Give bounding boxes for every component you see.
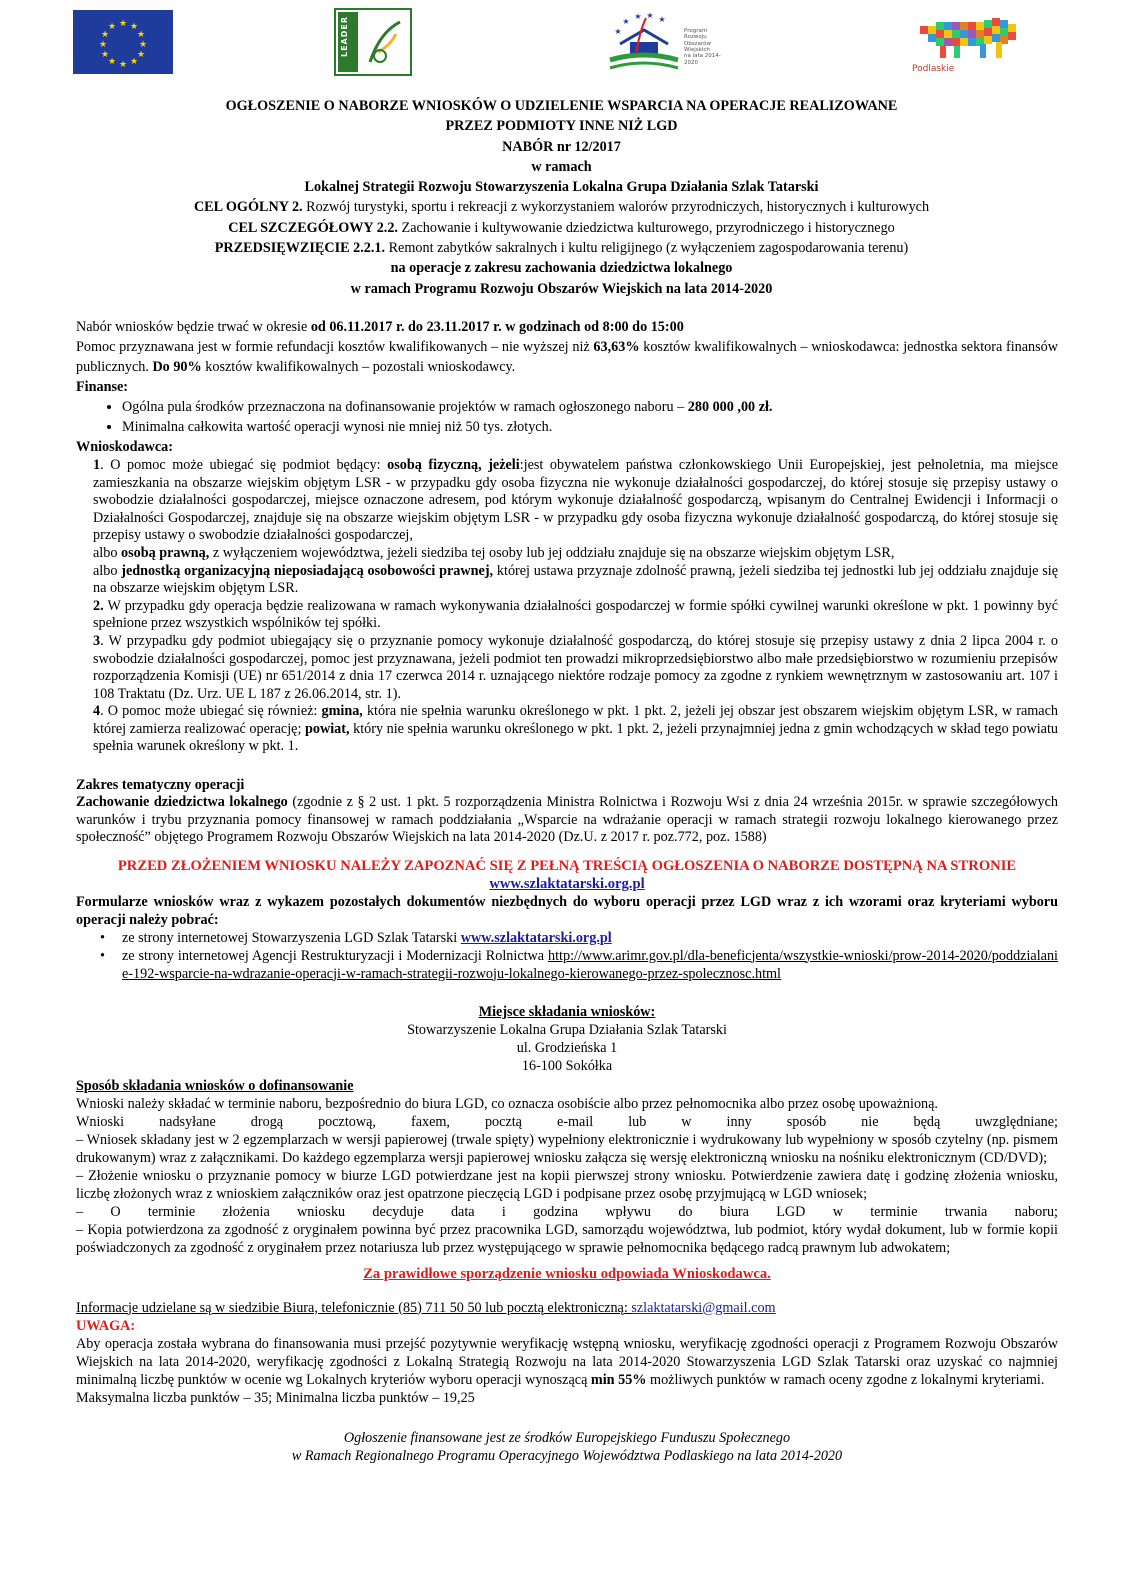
notice-banner: PRZED ZŁOŻENIEM WNIOSKU NALEŻY ZAPOZNAĆ SIĘ Z PEŁNĄ TREŚCIĄ OGŁOSZENIA O NABORZE DOSTĘPNĄ NA STRONIE www.szlaktatarski.org.pl [117, 857, 1017, 892]
miejsce-line-3: 16-100 Sokółka [521, 1057, 613, 1074]
svg-text:★: ★ [622, 17, 630, 26]
list-item: • Minimalna całkowita wartość operacji wynosi nie mniej niż 50 tys. złotych. [122, 417, 1058, 437]
list-item: • ze strony internetowej Stowarzyszenia LGD Szlak Tatarski www.szlaktatarski.org.pl [100, 929, 612, 946]
cel-szczegolowy: CEL SZCZEGÓŁOWY 2.2. Zachowanie i kultywowanie dziedzictwa kulturowego, przyrodniczego i historycznego [228, 219, 895, 236]
eu-flag-icon [73, 10, 173, 74]
miejsce-line-2: ul. Grodzieńska 1 [516, 1039, 618, 1056]
svg-text:★: ★ [100, 50, 110, 60]
wnioskodawca-heading: Wnioskodawca: [76, 438, 173, 455]
announcement-header [0, 96, 1123, 299]
email-link[interactable]: szlaktatarski@gmail.com [631, 1299, 776, 1316]
formularze-heading: Formularze wniosków wraz z wykazem pozostałych dokumentów niezbędnych do wyboru operacji przez LGD wraz z ich wzorami oraz kryteriami wyboru operacji należy pobrać: [76, 893, 1058, 928]
wnioskodawca-point-2: 2. W przypadku gdy operacja będzie realizowana w ramach wykonywania działalności gospodarczej w formie spółki cywilnej warunki określone w pkt. 1 powinny być spełnione przez wszystkich wspólników tej spółki. [93, 597, 1058, 632]
svg-text:★: ★ [107, 22, 117, 32]
svg-text:★: ★ [107, 57, 117, 67]
miejsce-line-1: Stowarzyszenie Lokalna Grupa Działania Szlak Tatarski [407, 1021, 727, 1038]
uwaga-heading: UWAGA: [76, 1317, 136, 1334]
nabor-period: Nabór wniosków będzie trwać w okresie od 06.11.2017 r. do 23.11.2017 r. w godzinach od 8:00 do 15:00 [76, 318, 684, 335]
program-line: w ramach Programu Rozwoju Obszarów Wiejskich na lata 2014-2020 [350, 280, 773, 297]
arimr-link[interactable]: http://www.arimr.gov.pl/dla-beneficjenta/wszystkie-wnioski/prow-2014-2020/poddzialanie-192-wsparcie-na-wdrazanie-operacji-w-ramach-strategii-rozwoju-lokalnego-kierowanego-przez-spolecznosc.html [122, 947, 1058, 982]
miejsce-block [76, 1003, 1058, 1075]
wnioskodawca-point-1: 1. O pomoc może ubiegać się podmiot będący: osobą fizyczną, jeżeli:jest obywatelem państwa członkowskiego Unii Europejskiej, jest pełnoletnia, ma miejsce zamieszkania na obszarze wiejskim objętym LSR - w przypadku gdy osoba fizyczna nie wykonuje działalności gospodarczej, do której stosuje się przepisy ustawy o swobodzie działalności gospodarczej, miejsce oznaczone adresem, pod którym wykonuje działalność gospodarczą, wpisanym do Centralnej Ewidencji i Informacji o Działalności Gospodarczej, znajduje się na obszarze wiejskim objętym LSR - w przypadku gdy osoba fizyczna wykonuje działalność gospodarczą, do której stosuje się przepisy ustawy o swobodzie działalności gospodarczej, [93, 456, 1059, 544]
wnioskodawca-point-3: 3. W przypadku gdy podmiot ubiegający się o przyznanie pomocy wykonuje działalność gospodarczą, do której stosuje się przepisy ustawy z dnia 2 lipca 2004 r. o swobodzie działalności gospodarczej, pomoc jest przyznawana, jeżeli podmiot ten prowadzi mikroprzedsiębiorstwo albo małe przedsiębiorstwo w rozumieniu przepisów rozporządzenia Komisji (UE) nr 651/2014 z dnia 17 czerwca 2014 r. uznającego niektóre rodzaje pomocy za zgodne z rynkiem wewnętrznym w zastosowaniu art. 107 i 108 Traktatu (Dz. Urz. UE L 187 z 26.06.2014, str. 1). [93, 632, 1058, 702]
podlaskie-logo [910, 16, 1026, 76]
bullet-icon: • [100, 947, 105, 964]
sposob-p5: – O terminie złożenia wniosku decyduje data i godzina wpływu do biura LGD w terminie trwania naboru; [76, 1203, 1058, 1220]
finanse-list [76, 397, 1058, 437]
przedsiewziecie: PRZEDSIĘWZIĘCIE 2.2.1. Remont zabytków sakralnych i kultu religijnego (z wyłączeniem zagospodarowania terenu) [214, 240, 909, 257]
sposob-p4: – Złożenie wniosku o przyznanie pomocy w biurze LGD potwierdzane jest na kopii pierwszej strony wniosku. Potwierdzenie zawiera datę i godzinę złożenia wniosku, liczbę złożonych wraz z wnioskiem załączników oraz jest opatrzone pieczęcią LGD i podpisane przez osobę przyjmującą w LGD wniosek; [76, 1167, 1058, 1202]
list-item: • ze strony internetowej Agencji Restrukturyzacji i Modernizacji Rolnictwa http://www.arimr.gov.pl/dla-beneficjenta/wszystkie-wnioski/prow-2014-2020/poddzialanie-192-wsparcie-na-wdrazanie-operacji-w-ramach-strategii-rozwoju-lokalnego-kierowanego-przez-spolecznosc.html [100, 947, 1058, 982]
footer-line-2: w Ramach Regionalnego Programu Operacyjnego Województwa Podlaskiego na lata 2014-2020 [291, 1447, 843, 1464]
prow-logo [606, 10, 734, 74]
svg-text:★: ★ [118, 19, 128, 29]
svg-text:★: ★ [100, 30, 110, 40]
sposob-heading: Sposób składania wniosków o dofinansowanie [76, 1077, 354, 1094]
zakres-body: Zachowanie dziedzictwa lokalnego (zgodnie z § 2 ust. 1 pkt. 5 rozporządzenia Ministra Rolnictwa i Rozwoju Wsi z dnia 24 września 2015r. w sprawie szczegółowych warunków i trybu przyznania pomocy finansowej w ramach poddziałania „Wsparcie na wdrażanie operacji w ramach strategii rozwoju lokalnego kierowanego przez społeczność” objętego Programem Rozwoju Obszarów Wiejskich na lata 2014-2020 (Dz.U. z 2017 r. poz.772, poz. 1588) [76, 794, 1058, 846]
svg-text:★: ★ [138, 40, 148, 50]
punkty-info: Maksymalna liczba punktów – 35; Minimalna liczba punktów – 19,25 [76, 1389, 475, 1406]
title-line-3: NABÓR nr 12/2017 [502, 138, 621, 155]
notice-link[interactable]: www.szlaktatarski.org.pl [489, 875, 645, 892]
footer-line-1: Ogłoszenie finansowane jest ze środków Europejskiego Funduszu Społecznego [343, 1429, 791, 1446]
title-line-4: w ramach [531, 158, 592, 175]
sposob-p6: – Kopia potwierdzona za zgodność z oryginałem powinna być przez pracownika LGD, samorządu województwa, lub podmiot, który wydał dokument, lub w formie kopii poświadczonych za zgodność z oryginałem przez notariusza lub przez występującego w sprawie pełnomocnika będącego radcą prawnym lub adwokatem; [76, 1221, 1058, 1256]
svg-text:★: ★ [118, 60, 128, 70]
svg-text:★: ★ [136, 50, 146, 60]
zakres-heading: Zakres tematyczny operacji [76, 777, 245, 794]
cel-ogolny: CEL OGÓLNY 2. Rozwój turystyki, sportu i rekreacji z wykorzystaniem walorów przyrodniczych, historycznych i kulturowych [193, 199, 930, 216]
title-line-2: PRZEZ PODMIOTY INNE NIŻ LGD [445, 118, 678, 135]
finanse-heading: Finanse: [76, 378, 129, 395]
announcement [76, 96, 1058, 1465]
miejsce-heading: Miejsce składania wniosków: [478, 1003, 656, 1020]
svg-text:★: ★ [136, 30, 146, 40]
sposob-p2: Wnioski nadsyłane drogą pocztową, faxem, pocztą e-mail lub w inny sposób nie będą uwzględniane; [76, 1113, 1058, 1130]
svg-text:★: ★ [646, 11, 654, 20]
svg-text:★: ★ [634, 12, 642, 21]
sposob-p1: Wnioski należy składać w terminie naboru, bezpośrednio do biura LGD, co oznacza osobiście albo przez pełnomocnika albo przez osobę upoważnioną. [76, 1095, 938, 1112]
contact-info: Informacje udzielane są w siedzibie Biura, telefonicznie (85) 711 50 50 lub pocztą elektroniczną: szlaktatarski@gmail.com [76, 1299, 776, 1316]
uwaga-body: Aby operacja została wybrana do finansowania musi przejść pozytywnie weryfikację wstępną wniosku, weryfikację zgodności operacji z Programem Rozwoju Obszarów Wiejskich na lata 2014-2020, weryfikację zgodności z Lokalną Strategią Rozwoju na lata 2014-2020 Stowarzyszenia LGD Szlak Tatarski oraz uzyskać co najmniej minimalną liczbę punktów w ocenie wg Lokalnych kryteriów wyboru operacji wynoszącą min 55% możliwych punktów w ramach oceny zgodne z lokalnymi kryteriami. [76, 1335, 1058, 1388]
sposob-block [76, 1077, 1058, 1257]
svg-text:★: ★ [98, 40, 108, 50]
pomoc-info: Pomoc przyznawana jest w formie refundacji kosztów kwalifikowanych – nie wyższej niż 63,63% kosztów kwalifikowalnych – wnioskodawca: jednostka sektora finansów publicznych. Do 90% kosztów kwalifikowalnych – pozostali wnioskodawcy. [76, 338, 1058, 375]
svg-text:★: ★ [129, 22, 139, 32]
operacje-line: na operacje z zakresu zachowania dziedzictwa lokalnego [390, 260, 733, 277]
list-item: • Ogólna pula środków przeznaczona na dofinansowanie projektów w ramach ogłoszonego naboru – 280 000 ,00 zł. [122, 397, 1058, 417]
wnioskodawca-point-4: 4. O pomoc może ubiegać się również: gmina, która nie spełnia warunku określonego w pkt. 1 pkt. 2, jeżeli jej obszar jest obszarem wiejskim objętym LSR, w ramach której zamierza realizować operację; powiat, który nie spełnia warunku określonego w pkt. 1 pkt. 2, jeżeli przynajmniej jedna z gmin wchodzących w skład tego powiatu spełnia warunek określony w pkt. 1. [93, 703, 1058, 755]
wnioskodawca-jednostka: albo jednostką organizacyjną nieposiadającą osobowości prawnej, której ustawa przyznaje zdolność prawną, jeżeli siedziba tej jednostki lub jej oddziału znajduje się na obszarze wiejskim objętym LSR. [93, 562, 1059, 597]
sposob-p3: – Wniosek składany jest w 2 egzemplarzach w wersji papierowej (trwale spięty) wypełniony elektronicznie i wydrukowany lub wypełniony w sposób czytelny (np. pismem drukowanym) wraz z załącznikami. Do każdego egzemplarza wersji papierowej wniosku załącza się wersję elektroniczną wniosku na nośniku elektronicznym (CD/DVD); [76, 1131, 1058, 1166]
wnioskodawca-osoba-prawna: albo osobą prawną, z wyłączeniem województwa, jeżeli siedziba tej osoby lub jej oddziału znajduje się na obszarze wiejskim objętym LSR, [93, 544, 895, 561]
leader-logo: LEADER [334, 8, 412, 76]
svg-text:★: ★ [129, 57, 139, 67]
prow-logo-label: Program Rozwoju Obszarów Wiejskich na lata 2014-2020 [684, 28, 721, 66]
svg-text:★: ★ [614, 27, 622, 36]
podlaskie-label: Podlaskie [912, 64, 955, 74]
formularze-list [76, 929, 1058, 983]
szlaktatarski-link[interactable]: www.szlaktatarski.org.pl [460, 929, 612, 946]
responsibility-note: Za prawidłowe sporządzenie wniosku odpowiada Wnioskodawca. [363, 1265, 771, 1282]
wnioskodawca-body [76, 457, 1058, 756]
logo-bar [0, 8, 1123, 76]
bullet-icon: • [100, 929, 105, 946]
footer [76, 1429, 1058, 1465]
svg-text:★: ★ [658, 15, 666, 24]
title-line-1: OGŁOSZENIE O NABORZE WNIOSKÓW O UDZIELENIE WSPARCIA NA OPERACJE REALIZOWANE [225, 98, 898, 114]
title-line-5: Lokalnej Strategii Rozwoju Stowarzyszenia Lokalna Grupa Działania Szlak Tatarski [304, 179, 819, 196]
